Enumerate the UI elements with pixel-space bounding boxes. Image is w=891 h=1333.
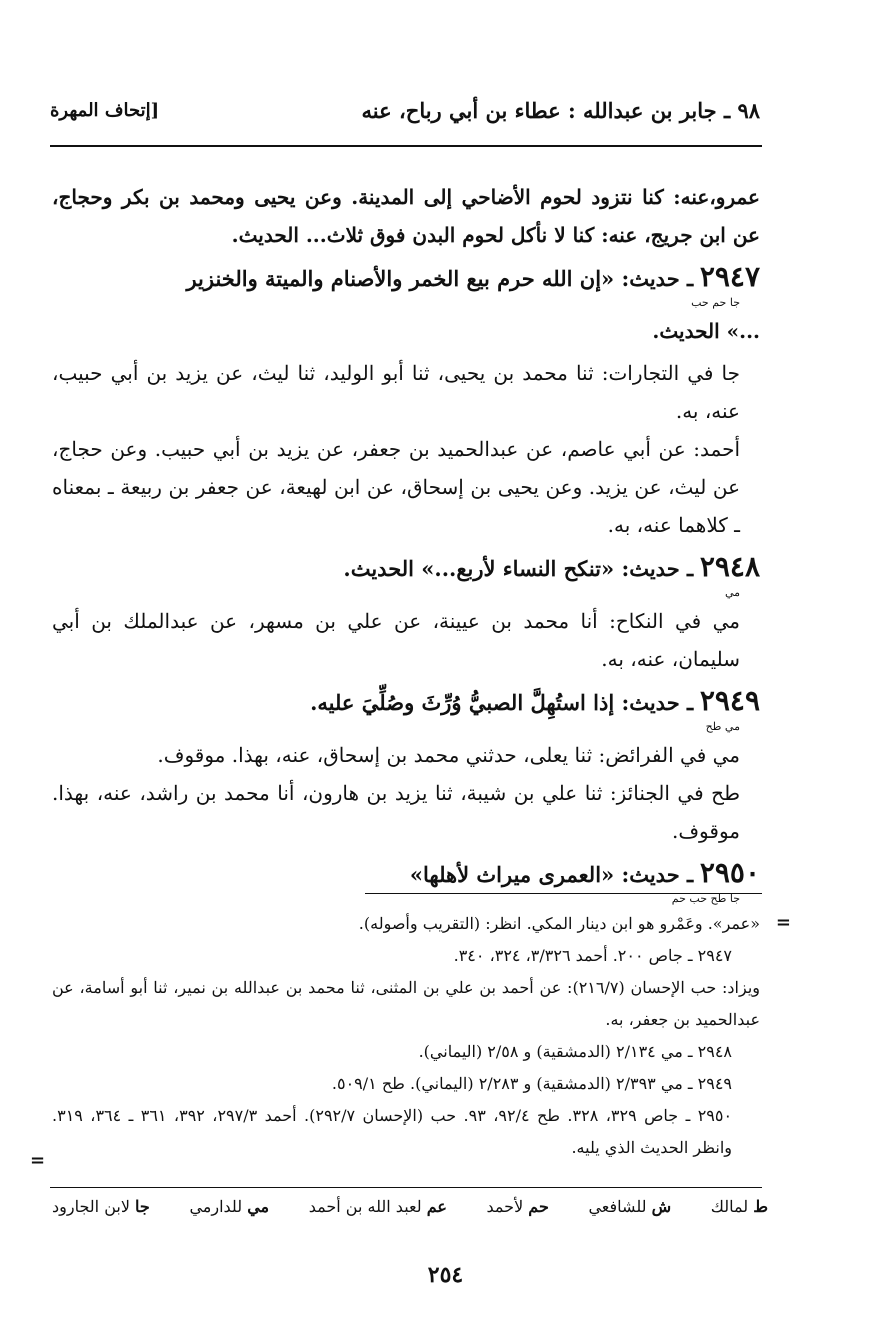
paragraph-isnad: طح في الجنائز: ثنا علي بن شيبة، ثنا يزيد بن هارون، أنا محمد بن راشد، عنه، بهذا. موقوف. — [52, 781, 740, 843]
hadith-number: ٢٩٥٠ — [699, 856, 760, 889]
abbr-item: حم لأحمد — [486, 1197, 549, 1216]
paragraph-isnad: أحمد: عن أبي عاصم، عن عبدالحميد بن جعفر، عن يزيد بن أبي حبيب. وعن حجاج، عن ليث، عن يزيد. وعن يحيى بن إسحاق، عن ابن لهيعة، عن جعفر بن ربيعة ـ بمعناه ـ كلاهما عنه، به. — [52, 437, 740, 537]
footnote: ٢٩٤٧ ـ جاص ٢٠٠. أحمد ٣/٣٢٦، ٣٢٤، ٣٤٠. — [453, 946, 732, 965]
hadith-2949 — [52, 684, 760, 720]
hadith-number: ٢٩٤٩ — [699, 684, 760, 717]
abbreviation-rule — [50, 1187, 762, 1188]
hadith-2948 — [52, 550, 760, 586]
hadith-2950 — [52, 856, 760, 892]
abbr-item: ش للشافعي — [588, 1197, 672, 1216]
running-header — [50, 92, 760, 136]
hadith-text: ـ حديث: «تنكح النساء لأربع...» الحديث. — [343, 556, 694, 581]
header-rule — [50, 145, 762, 147]
paragraph-continuation: عمرو،عنه: كنا نتزود لحوم الأضاحي إلى المدينة. وعن يحيى ومحمد بن بكر وحجاج، عن ابن جريج، عنه: كنا لا نأكل لحوم البدن فوق ثلاث... الحديث. — [52, 185, 760, 247]
main-text — [52, 178, 760, 908]
footnote: ٢٩٥٠ ـ جاص ٣٢٩، ٣٢٨. طح ٩٢/٤، ٩٣. حب (الإحسان ٢٩٢/٧). أحمد ٢٩٧/٣، ٣٩٢، ٣٦١ ـ ٣٦٤، ٣١٩. وانظر الحديث الذي يليه. — [52, 1106, 733, 1157]
footnote-rule — [365, 893, 762, 894]
abbr-item: ط لمالك — [710, 1197, 768, 1216]
footnotes — [52, 908, 760, 1164]
continuation-mark: = — [30, 1150, 46, 1171]
hadith-text: ـ حديث: «إن الله حرم بيع الخمر والأصنام والميتة والخنزير — [186, 266, 694, 291]
hadith-2947 — [52, 260, 760, 296]
footnote: ويزاد: حب الإحسان (٢١٦/٧): عن أحمد بن علي بن المثنى، ثنا محمد بن عبدالله بن نمير، ثنا أبو أسامة، عن عبدالحميد بن جعفر، به. — [52, 978, 760, 1029]
paragraph-isnad: جا في التجارات: ثنا محمد بن يحيى، ثنا أبو الوليد، ثنا ليث، عن يزيد بن أبي حبيب، عنه، به. — [52, 361, 740, 423]
continuation-mark: = — [775, 912, 791, 933]
source-codes: جا حم حب — [691, 296, 740, 309]
footnote: ٢٩٤٨ ـ مي ٢/١٣٤ (الدمشقية) و ٢/٥٨ (اليماني). — [418, 1042, 732, 1061]
hadith-number: ٢٩٤٨ — [699, 550, 760, 583]
abbr-item: عم لعبد الله بن أحمد — [308, 1197, 447, 1216]
hadith-tail: ...» الحديث. — [652, 319, 760, 343]
footnote: «عمر». وعَمْرو هو ابن دينار المكي. انظر: (التقريب وأصوله). — [358, 914, 760, 933]
hadith-text: ـ حديث: إذا استُهِلَّ الصبيُّ وُرِّثَ وصُلِّيَ عليه. — [310, 690, 694, 715]
source-codes: مي طح — [705, 720, 740, 733]
abbreviation-key — [52, 1197, 768, 1216]
book-title: [إتحاف المهرة — [50, 100, 160, 121]
footnote: ٢٩٤٩ ـ مي ٢/٣٩٣ (الدمشقية) و ٢/٢٨٣ (اليماني). طح ٥٠٩/١. — [331, 1074, 732, 1093]
chapter-title: ٩٨ ـ جابر بن عبدالله : عطاء بن أبي رباح، عنه — [361, 98, 760, 123]
source-codes: جا طح حب حم — [671, 892, 740, 905]
hadith-number: ٢٩٤٧ — [699, 260, 760, 293]
source-codes: مي — [724, 586, 740, 599]
page-number: ٢٥٤ — [427, 1262, 464, 1288]
paragraph-isnad: مي في النكاح: أنا محمد بن عيينة، عن علي بن مسهر، عن عبدالملك بن أبي سليمان، عنه، به. — [52, 609, 740, 671]
abbr-item: مي للدارمي — [189, 1197, 270, 1216]
abbr-item: جا لابن الجارود — [52, 1197, 150, 1216]
hadith-text: ـ حديث: «العمرى ميراث لأهلها» — [409, 862, 694, 887]
paragraph-isnad: مي في الفرائض: ثنا يعلى، حدثني محمد بن إسحاق، عنه، بهذا. موقوف. — [157, 743, 740, 767]
